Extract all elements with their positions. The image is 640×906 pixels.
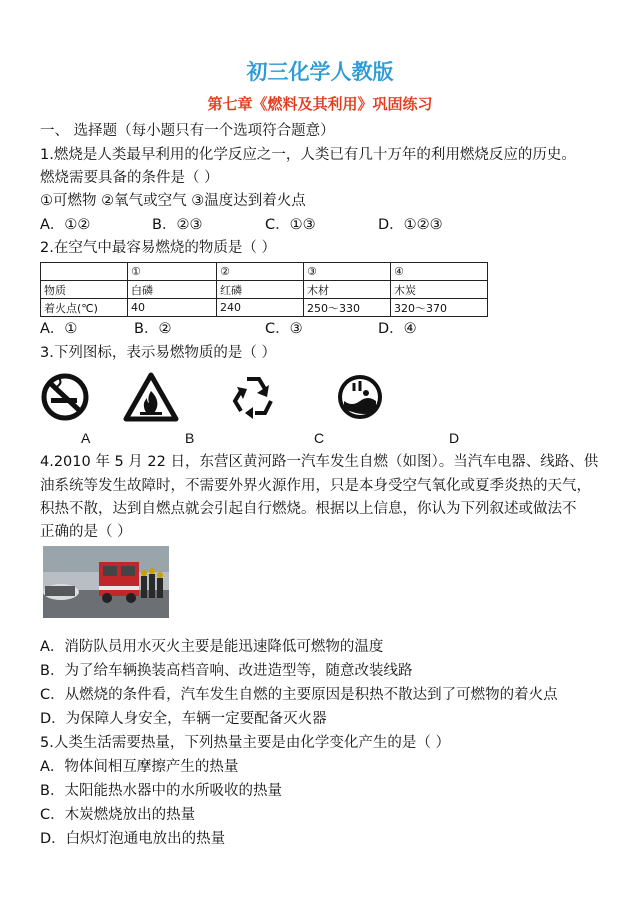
q4-option-a: A．消防队员用水灭火主要是能迅速降低可燃物的温度 bbox=[40, 639, 384, 655]
q2-option-c: C．③ bbox=[265, 321, 303, 337]
q1-option-a: A．①② bbox=[40, 217, 91, 233]
q3-stem: 3.下列图标，表示易燃物质的是（ ） bbox=[40, 345, 276, 361]
recycle-icon bbox=[225, 371, 281, 423]
q5-option-a: A．物体间相互摩擦产生的热量 bbox=[40, 759, 239, 775]
q1-stem-line1: 1.燃烧是人类最早利用的化学反应之一，人类已有几十万年的利用燃烧反应的历史。 bbox=[40, 147, 576, 163]
q1-conditions: ①可燃物 ②氧气或空气 ③温度达到着火点 bbox=[40, 193, 306, 209]
q2-option-d: D．④ bbox=[378, 321, 417, 337]
table-cell: 250～330 bbox=[304, 299, 391, 317]
no-smoking-icon bbox=[38, 371, 94, 423]
corrosive-icon bbox=[332, 371, 388, 423]
ignition-point-table bbox=[40, 262, 488, 317]
table-header-row bbox=[41, 263, 488, 281]
q1-option-d: D．①②③ bbox=[378, 217, 443, 233]
table-cell: 木炭 bbox=[391, 281, 488, 299]
q1-stem-line2: 燃烧需要具备的条件是（ ） bbox=[40, 170, 219, 186]
icon-label-c: C bbox=[314, 430, 325, 446]
q1-option-b: B．②③ bbox=[152, 217, 203, 233]
icon-label-b: B bbox=[185, 430, 195, 446]
table-cell: 着火点(℃) bbox=[41, 299, 128, 317]
q4-stem-line4: 正确的是（ ） bbox=[40, 524, 132, 540]
section-heading: 一、 选择题（每小题只有一个选项符合题意） bbox=[40, 123, 335, 139]
q5-option-d: D．白炽灯泡通电放出的热量 bbox=[40, 831, 226, 847]
table-cell: ① bbox=[128, 263, 217, 281]
table-cell: 320～370 bbox=[391, 299, 488, 317]
q4-stem-line1: 4.2010 年 5 月 22 日，东营区黄河路一汽车发生自燃（如图）。当汽车电器、线路、供 bbox=[40, 454, 599, 470]
q5-option-b: B．太阳能热水器中的水所吸收的热量 bbox=[40, 783, 282, 799]
table-cell: 白磷 bbox=[128, 281, 217, 299]
q4-stem-line2: 油系统等发生故障时，不需要外界火源作用，只是本身受空气氧化或夏季炎热的天气， bbox=[40, 478, 591, 494]
icon-label-a: A bbox=[81, 430, 91, 446]
q4-option-c: C．从燃烧的条件看，汽车发生自燃的主要原因是积热不散达到了可燃物的着火点 bbox=[40, 687, 558, 703]
q4-stem-line3: 积热不散，达到自燃点就会引起自行燃烧。根据以上信息，你认为下列叙述或做法不 bbox=[40, 501, 577, 517]
table-cell: ② bbox=[217, 263, 304, 281]
table-cell: 木材 bbox=[304, 281, 391, 299]
table-cell: ④ bbox=[391, 263, 488, 281]
q5-stem: 5.人类生活需要热量，下列热量主要是由化学变化产生的是（ ） bbox=[40, 735, 450, 751]
q2-option-b: B．② bbox=[134, 321, 172, 337]
table-row bbox=[41, 299, 488, 317]
page-title: 初三化学人教版 bbox=[246, 60, 394, 84]
table-cell: ③ bbox=[304, 263, 391, 281]
q2-option-a: A．① bbox=[40, 321, 78, 337]
q2-stem: 2.在空气中最容易燃烧的物质是（ ） bbox=[40, 240, 276, 256]
q4-option-b: B．为了给车辆换装高档音响、改进造型等，随意改装线路 bbox=[40, 663, 413, 679]
table-cell bbox=[41, 263, 128, 281]
fire-truck-photo bbox=[43, 546, 169, 618]
table-cell: 240 bbox=[217, 299, 304, 317]
q4-option-d: D．为保障人身安全，车辆一定要配备灭火器 bbox=[40, 711, 327, 727]
flammable-icon bbox=[123, 371, 179, 423]
q5-option-c: C．木炭燃烧放出的热量 bbox=[40, 807, 196, 823]
table-cell: 红磷 bbox=[217, 281, 304, 299]
table-cell: 40 bbox=[128, 299, 217, 317]
table-cell: 物质 bbox=[41, 281, 128, 299]
icon-label-d: D bbox=[449, 430, 460, 446]
table-row bbox=[41, 281, 488, 299]
chapter-subtitle: 第七章《燃料及其利用》巩固练习 bbox=[207, 95, 433, 113]
q1-option-c: C．①③ bbox=[265, 217, 316, 233]
